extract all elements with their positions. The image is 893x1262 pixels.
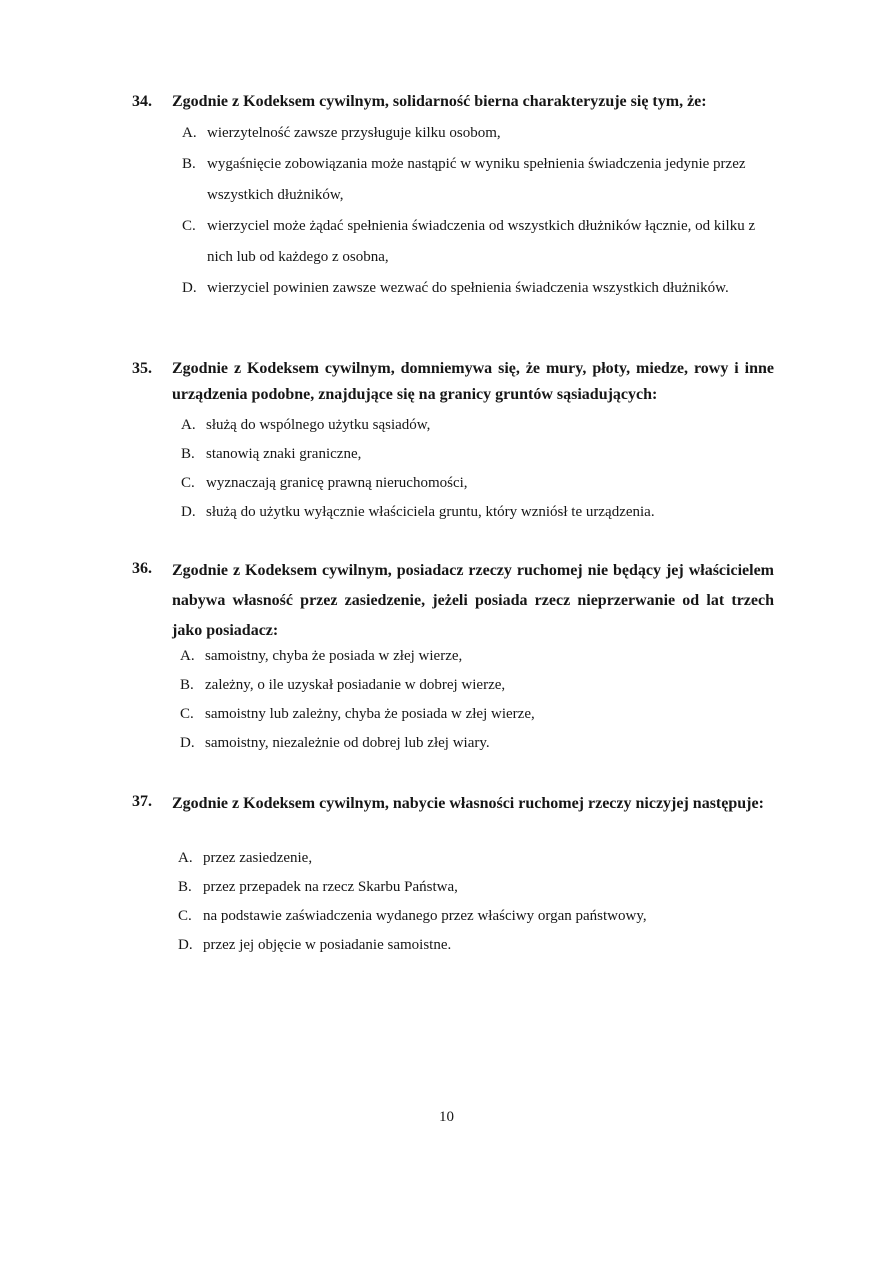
- answer-letter: A.: [181, 417, 196, 433]
- answer-text: wyznaczają granicę prawną nieruchomości,: [206, 475, 468, 491]
- question-number: 37.: [132, 793, 152, 810]
- question-text: Zgodnie z Kodeksem cywilnym, solidarność bierna charakteryzuje się tym, że:: [172, 93, 707, 110]
- answer-letter: B.: [181, 446, 195, 462]
- answer-letter: D.: [178, 937, 193, 953]
- answer-b: [178, 874, 768, 900]
- question-text: Zgodnie z Kodeksem cywilnym, posiadacz rzeczy ruchomej nie będący jej właścicielem nabywa własność przez zasiedzenie, jeżeli posiada rzecz nieprzerwanie od lat trzech jako posiadacz:: [172, 562, 774, 639]
- answer-letter: B.: [180, 677, 194, 693]
- answer-letter: B.: [178, 879, 192, 895]
- question-number: 36.: [132, 560, 152, 577]
- answer-letter: A.: [178, 850, 193, 866]
- answer-d: [178, 932, 768, 958]
- answer-text: służą do użytku wyłącznie właściciela gruntu, który wzniósł te urządzenia.: [206, 504, 655, 520]
- answer-d: [180, 730, 770, 756]
- answer-text: zależny, o ile uzyskał posiadanie w dobrej wierze,: [205, 677, 506, 693]
- answer-a: [180, 643, 770, 669]
- answer-c: [182, 211, 772, 273]
- answer-d: [182, 273, 772, 304]
- answer-text: wygaśnięcie zobowiązania może nastąpić w wyniku spełnienia świadczenia jedynie przez wszystkich dłużników,: [207, 156, 746, 203]
- answer-text: przez zasiedzenie,: [203, 850, 313, 866]
- page-number: 10: [439, 1109, 454, 1125]
- question-number: 35.: [132, 360, 152, 377]
- answer-list: [180, 643, 770, 759]
- answer-letter: C.: [182, 218, 196, 234]
- answer-letter: C.: [178, 908, 192, 924]
- answer-a: [178, 845, 768, 871]
- answer-c: [178, 903, 768, 929]
- answer-text: przez jej objęcie w posiadanie samoistne.: [203, 937, 452, 953]
- answer-letter: C.: [180, 706, 194, 722]
- answer-text: samoistny, chyba że posiada w złej wierze,: [205, 648, 463, 664]
- answer-d: [181, 499, 771, 525]
- answer-text: stanowią znaki graniczne,: [206, 446, 362, 462]
- answer-text: samoistny, niezależnie od dobrej lub złej wiary.: [205, 735, 490, 751]
- answer-text: samoistny lub zależny, chyba że posiada w złej wierze,: [205, 706, 535, 722]
- answer-text: na podstawie zaświadczenia wydanego przez właściwy organ państwowy,: [203, 908, 647, 924]
- answer-letter: B.: [182, 156, 196, 172]
- answer-b: [181, 441, 771, 467]
- answer-list: [181, 412, 771, 528]
- answer-text: wierzytelność zawsze przysługuje kilku osobom,: [207, 125, 501, 141]
- answer-c: [180, 701, 770, 727]
- answer-letter: D.: [182, 280, 197, 296]
- answer-c: [181, 470, 771, 496]
- answer-letter: A.: [180, 648, 195, 664]
- answer-letter: D.: [180, 735, 195, 751]
- answer-text: wierzyciel powinien zawsze wezwać do spełnienia świadczenia wszystkich dłużników.: [207, 280, 729, 296]
- answer-letter: A.: [182, 125, 197, 141]
- answer-b: [182, 149, 772, 211]
- question-text: Zgodnie z Kodeksem cywilnym, domniemywa się, że mury, płoty, miedze, rowy i inne urządzenia podobne, znajdujące się na granicy gruntów sąsiadujących:: [172, 360, 774, 403]
- question-number: 34.: [132, 93, 152, 110]
- answer-text: wierzyciel może żądać spełnienia świadczenia od wszystkich dłużników łącznie, od kilku z nich lub od każdego z osobna,: [207, 218, 756, 265]
- answer-a: [182, 120, 772, 146]
- answer-letter: D.: [181, 504, 196, 520]
- answer-b: [180, 672, 770, 698]
- answer-letter: C.: [181, 475, 195, 491]
- answer-text: przez przepadek na rzecz Skarbu Państwa,: [203, 879, 458, 895]
- question-text: Zgodnie z Kodeksem cywilnym, nabycie własności ruchomej rzeczy niczyjej następuje:: [172, 795, 764, 812]
- answer-list: [182, 120, 772, 304]
- answer-a: [181, 412, 771, 438]
- answer-text: służą do wspólnego użytku sąsiadów,: [206, 417, 431, 433]
- answer-list: [178, 845, 768, 961]
